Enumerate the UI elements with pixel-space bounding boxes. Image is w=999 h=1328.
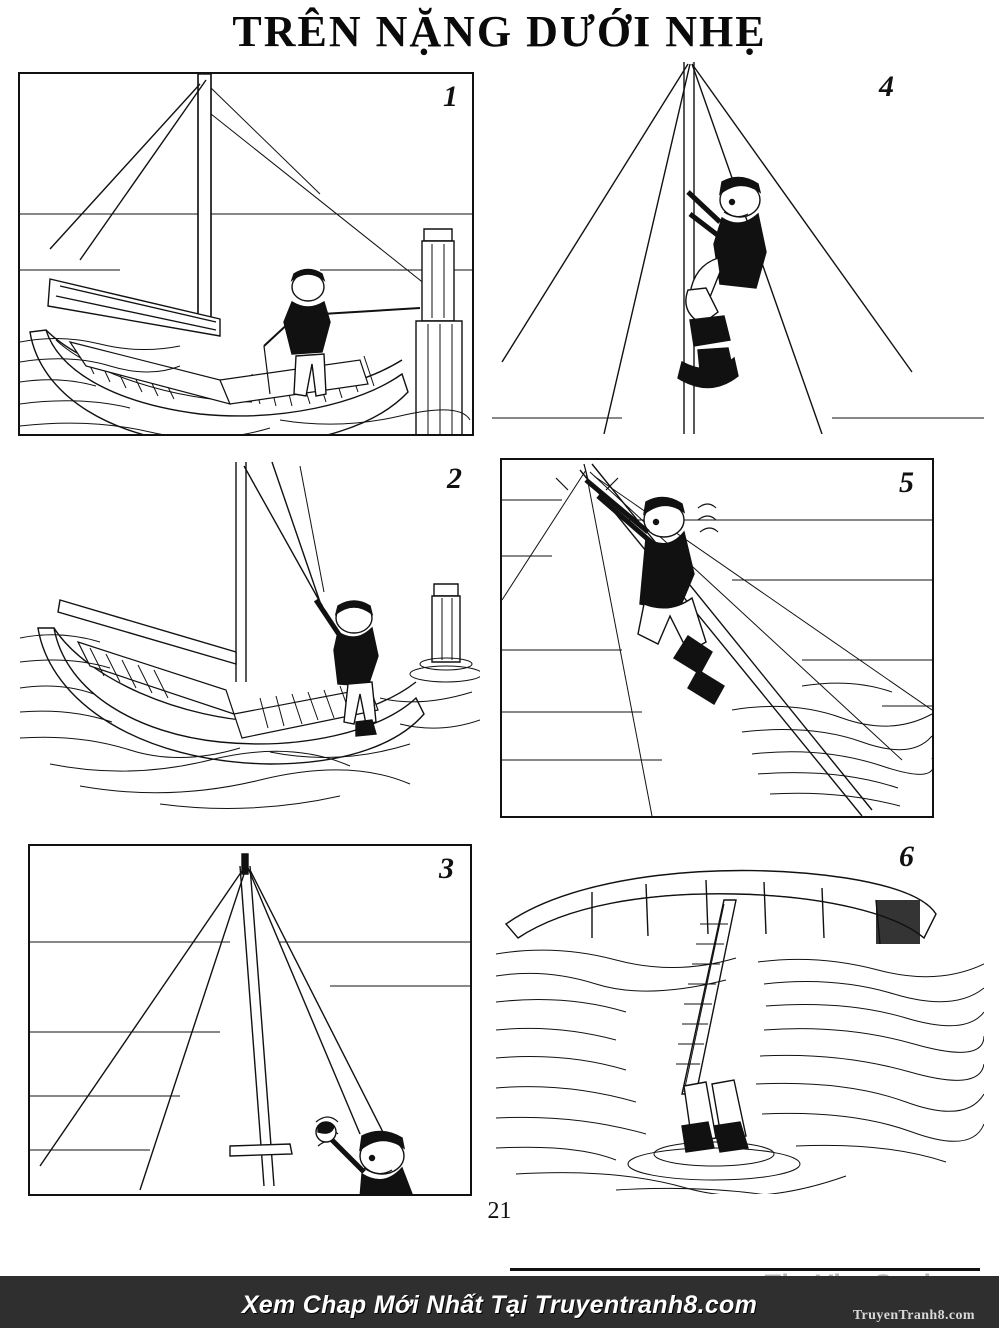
panel-number-1: 1 bbox=[443, 80, 458, 113]
panel-5-artwork bbox=[502, 460, 932, 816]
panel-number-2: 2 bbox=[447, 462, 462, 495]
comic-panel-1 bbox=[18, 72, 474, 436]
panel-3-artwork bbox=[30, 846, 470, 1194]
comic-panel-6 bbox=[496, 834, 984, 1194]
panel-2-artwork bbox=[20, 452, 480, 822]
panel-number-5: 5 bbox=[899, 466, 914, 499]
comic-panel-5 bbox=[500, 458, 934, 818]
panel-6-artwork bbox=[496, 834, 984, 1194]
panel-1-artwork bbox=[20, 74, 472, 434]
footer-small-watermark: TruyenTranh8.com bbox=[852, 1308, 975, 1323]
comic-panel-2 bbox=[20, 452, 480, 822]
page-number: 21 bbox=[487, 1198, 512, 1224]
footer-promo-text: Xem Chap Mới Nhất Tại Truyentranh8.com bbox=[241, 1291, 758, 1319]
panel-number-4: 4 bbox=[879, 70, 894, 103]
panel-number-3: 3 bbox=[439, 852, 454, 885]
panel-number-6: 6 bbox=[899, 840, 914, 873]
page-title: TRÊN NẶNG DƯỚI NHẸ bbox=[232, 7, 767, 56]
comic-panel-4 bbox=[492, 62, 984, 434]
panel-4-artwork bbox=[492, 62, 984, 434]
comic-panel-3 bbox=[28, 844, 472, 1196]
